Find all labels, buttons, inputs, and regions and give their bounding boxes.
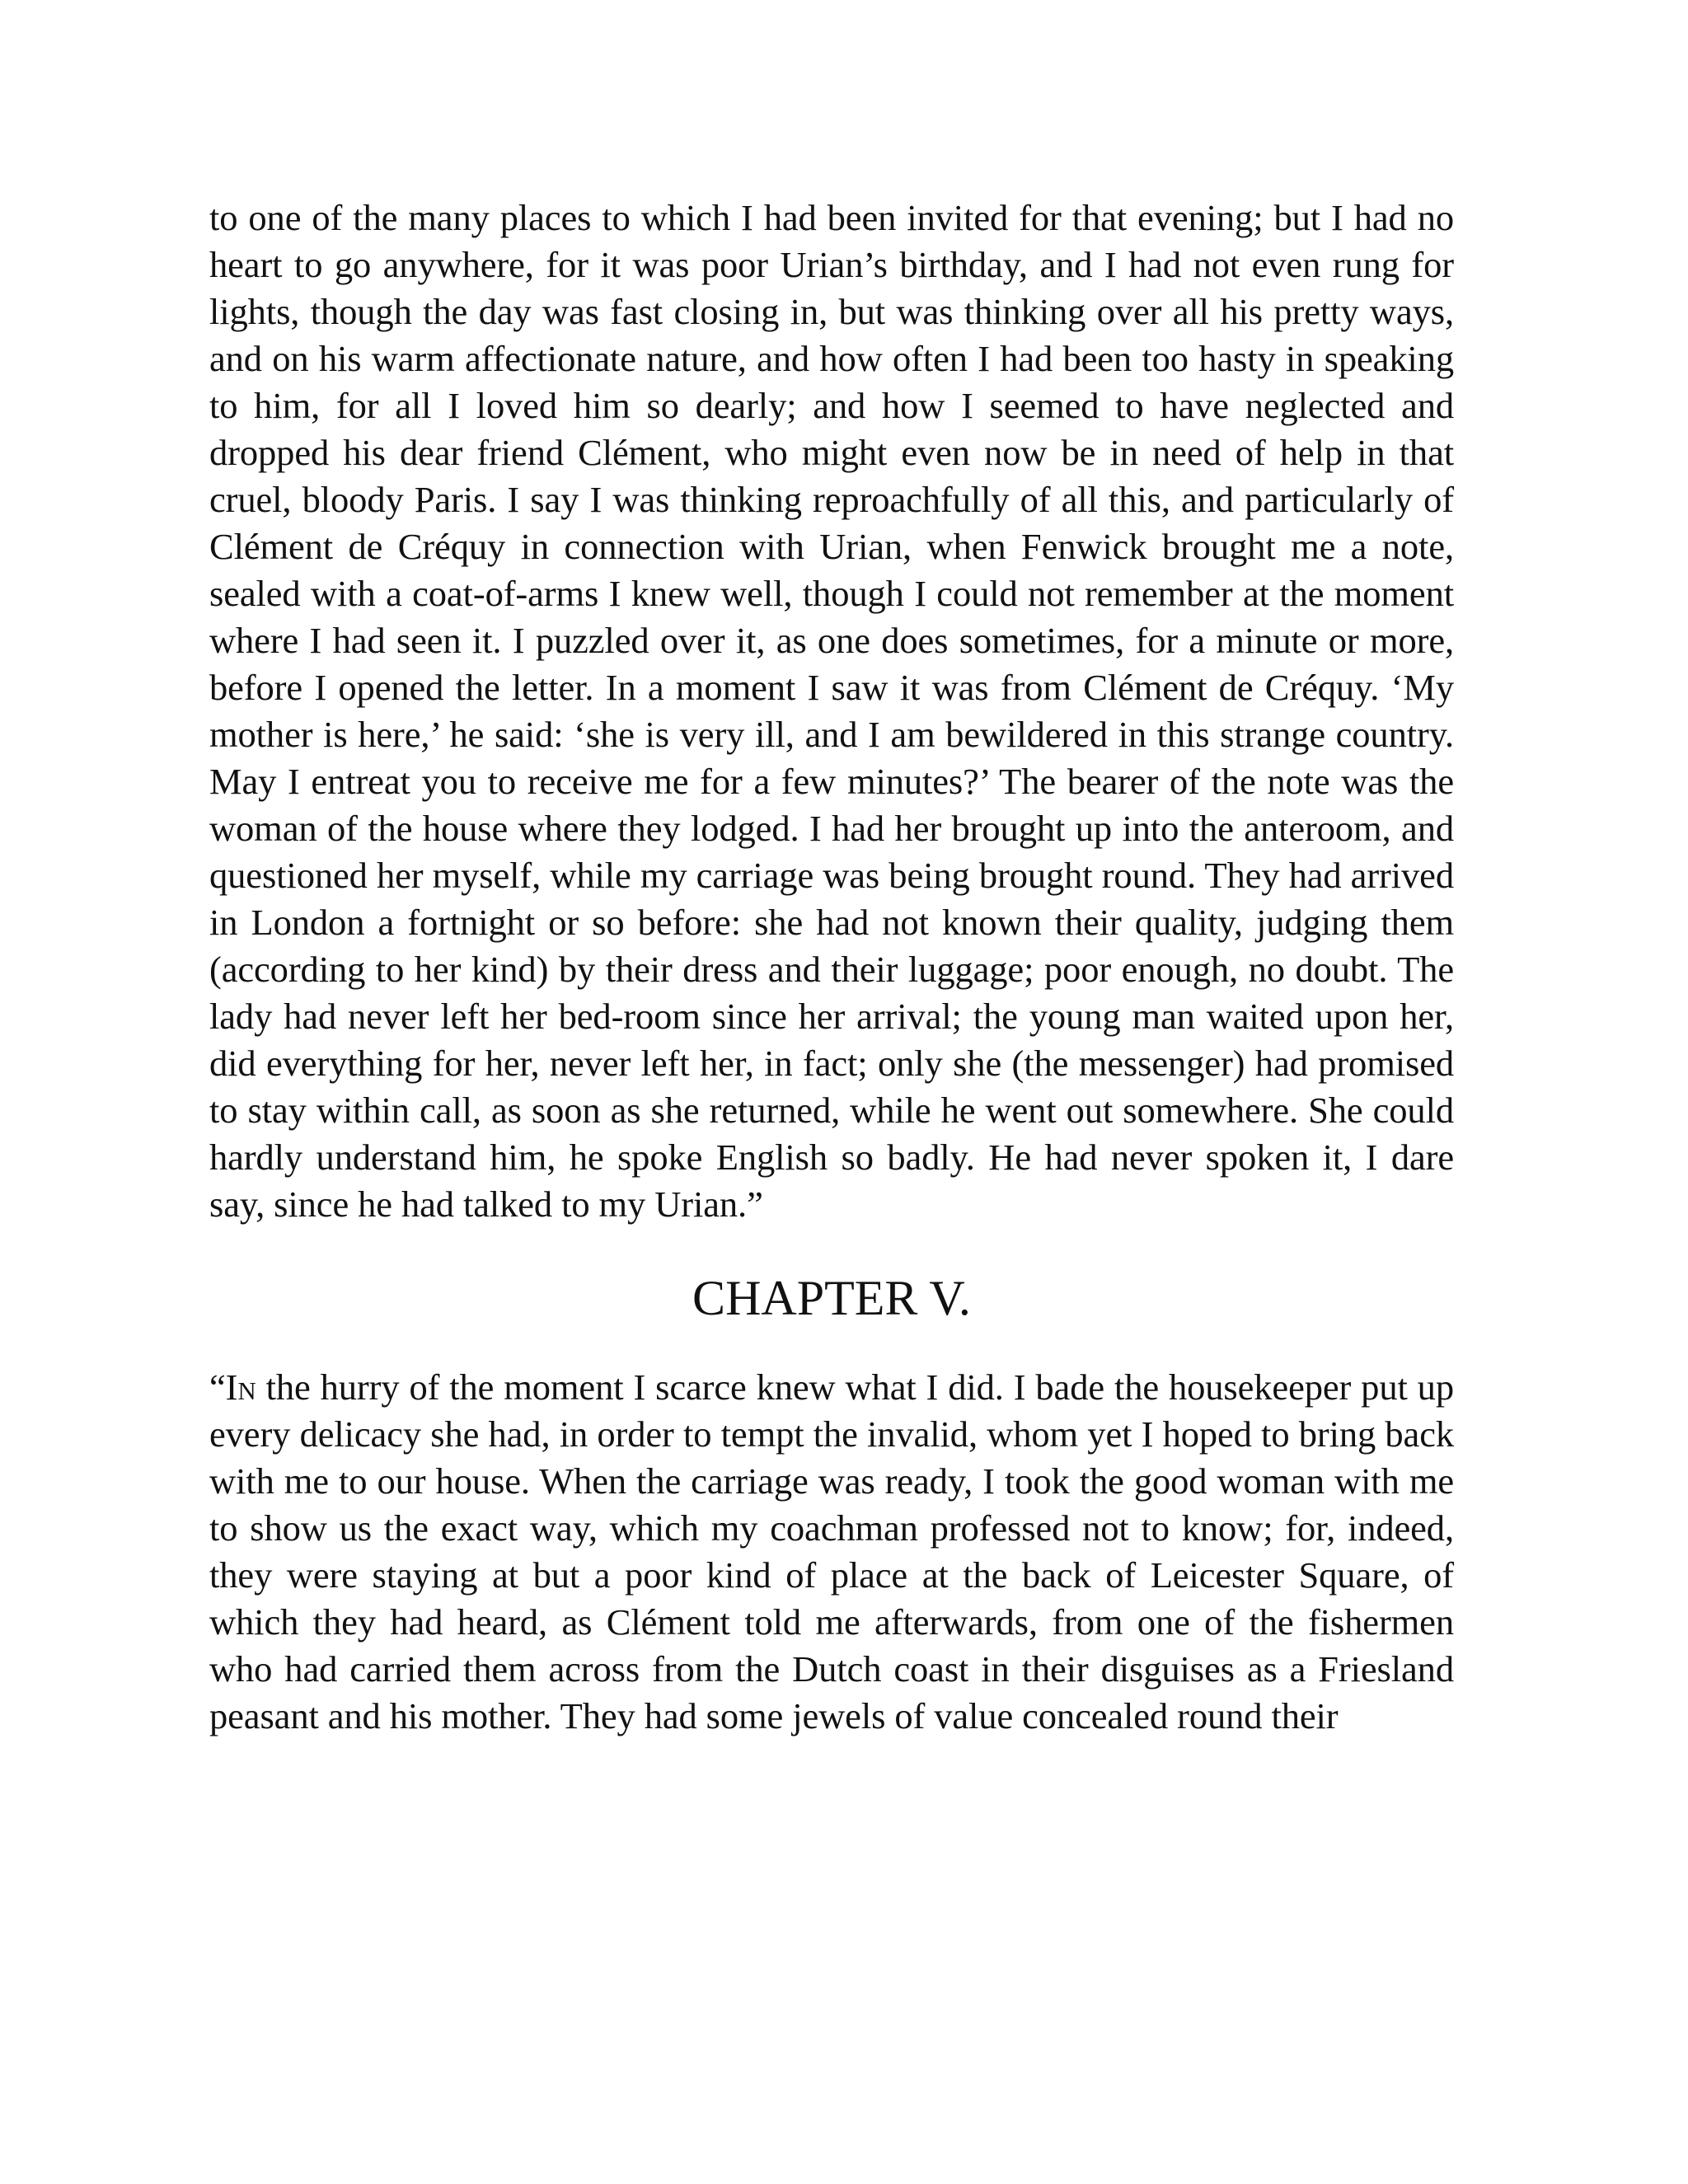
opening-quote: “	[209, 1366, 226, 1408]
paragraph-text: the hurry of the moment I scarce knew what I did. I bade the housekeeper put up every delicacy she had, in order to tempt the invalid, whom yet I hoped to bring back with me to our house. When the carriage was ready, I took the good woman with me to show us the exact way, which my coachman professed not to know; for, indeed, they were staying at but a poor kind of place at the back of Leicester Square, of which they had heard, as Clément told me afterwards, from one of the fishermen who had carried them across from the Dutch coast in their disguises as a Friesland peasant and his mother. They had some jewels of value concealed round their	[209, 1366, 1454, 1736]
paragraph-chapter-opening	[209, 1364, 1454, 1740]
drop-word-smallcaps: In	[225, 1366, 256, 1408]
chapter-heading: CHAPTER V.	[692, 1271, 971, 1325]
paragraph-continued: to one of the many places to which I had been invited for that evening; but I had no heart to go anywhere, for it was poor Urian’s birthday, and I had not even rung for lights, though the day was fast closing in, but was thinking over all his pretty ways, and on his warm affectionate nature, and how often I had been too hasty in speaking to him, for all I loved him so dearly; and how I seemed to have neglected and dropped his dear friend Clément, who might even now be in need of help in that cruel, bloody Paris. I say I was thinking reproachfully of all this, and particularly of Clément de Créquy in connection with Urian, when Fenwick brought me a note, sealed with a coat-of-arms I knew well, though I could not remember at the moment where I had seen it. I puzzled over it, as one does sometimes, for a minute or more, before I opened the letter. In a moment I saw it was from Clément de Créquy. ‘My mother is here,’ he said: ‘she is very ill, and I am bewildered in this strange country. May I entreat you to receive me for a few minutes?’ The bearer of the note was the woman of the house where they lodged. I had her brought up into the anteroom, and questioned her myself, while my carriage was being brought round. They had arrived in London a fortnight or so before: she had not known their quality, judging them (according to her kind) by their dress and their luggage; poor enough, no doubt. The lady had never left her bed-room since her arrival; the young man waited upon her, did everything for her, never left her, in fact; only she (the messenger) had promised to stay within call, as soon as she returned, while he went out somewhere. She could hardly understand him, he spoke English so badly. He had never spoken it, I dare say, since he had talked to my Urian.”	[209, 197, 1454, 1225]
page-body	[209, 194, 1454, 1740]
